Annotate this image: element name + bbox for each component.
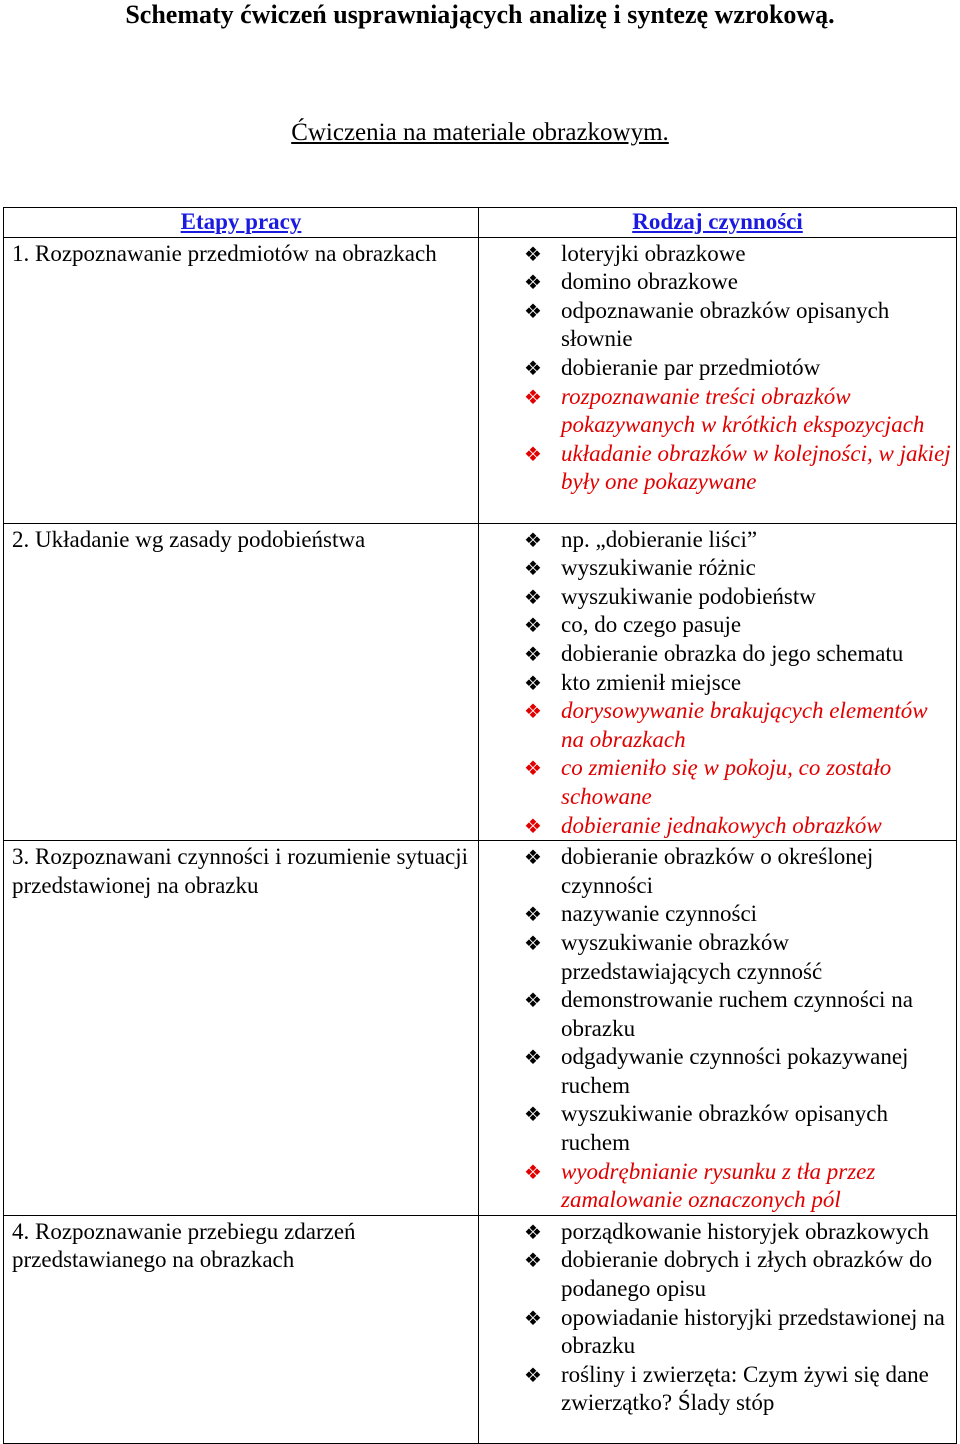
- list-item: [479, 900, 952, 929]
- header-stages: Etapy pracy: [4, 208, 479, 238]
- list-item: [479, 754, 952, 811]
- stage-cell: [4, 841, 479, 1216]
- activity-text: porządkowanie historyjek obrazkowych: [561, 1218, 929, 1244]
- activity-text: rozpoznawanie treści obrazków pokazywanych w krótkich ekspozycjach: [561, 383, 925, 438]
- list-item: [479, 268, 952, 297]
- list-item: [479, 1246, 952, 1303]
- activity-text: co, do czego pasuje: [561, 612, 742, 638]
- list-item: [479, 383, 952, 440]
- table-header-row: [4, 208, 957, 238]
- diamond-bullet-icon: ❖: [524, 355, 542, 380]
- stage-label: 1. Rozpoznawanie przedmiotów na obrazkach: [12, 240, 437, 266]
- diamond-bullet-icon: ❖: [524, 613, 542, 638]
- activities-cell: [479, 237, 957, 523]
- diamond-bullet-icon: ❖: [524, 813, 542, 838]
- list-item: [479, 1304, 952, 1361]
- diamond-bullet-icon: ❖: [524, 1305, 542, 1330]
- list-item: [479, 583, 952, 612]
- activity-text: wyszukiwanie podobieństw: [561, 583, 816, 609]
- diamond-bullet-icon: ❖: [524, 1219, 542, 1244]
- list-item: [479, 986, 952, 1043]
- activity-text: loteryjki obrazkowe: [561, 240, 746, 266]
- diamond-bullet-icon: ❖: [524, 1362, 542, 1387]
- list-item: [479, 354, 952, 383]
- diamond-bullet-icon: ❖: [524, 845, 542, 870]
- activity-text: odpoznawanie obrazków opisanych słownie: [561, 297, 890, 352]
- activity-text: opowiadanie historyjki przedstawionej na obrazku: [561, 1304, 945, 1359]
- activity-text: układanie obrazków w kolejności, w jakiej były one pokazywane: [561, 440, 951, 495]
- diamond-bullet-icon: ❖: [524, 699, 542, 724]
- list-item: [479, 240, 952, 269]
- activity-text: np. „dobieranie liści”: [561, 526, 758, 552]
- page-subtitle: Ćwiczenia na materiale obrazkowym.: [291, 119, 669, 146]
- stage-cell: [4, 237, 479, 523]
- activity-text: dobieranie obrazków o określonej czynności: [561, 844, 874, 898]
- table-row: [4, 237, 957, 523]
- diamond-bullet-icon: ❖: [524, 930, 542, 955]
- list-item: [479, 554, 952, 583]
- activity-text: dobieranie par przedmiotów: [561, 354, 821, 380]
- list-item: [479, 297, 952, 354]
- list-item: [479, 611, 952, 640]
- list-item: [479, 640, 952, 669]
- activity-text: rośliny i zwierzęta: Czym żywi się dane zwierzątko? Ślady stóp: [561, 1361, 929, 1416]
- diamond-bullet-icon: ❖: [524, 902, 542, 927]
- activity-text: dobieranie obrazka do jego schematu: [561, 640, 904, 666]
- activity-text: dobieranie dobrych i złych obrazków do podanego opisu: [561, 1247, 933, 1302]
- activity-text: co zmieniło się w pokoju, co zostało schowane: [561, 755, 892, 809]
- activity-text: wyszukiwanie różnic: [561, 555, 756, 581]
- table-row: [4, 841, 957, 1216]
- activity-list: [479, 841, 956, 1215]
- activity-text: dobieranie jednakowych obrazków: [561, 812, 882, 838]
- activity-text: wyodrębnianie rysunku z tła przez zamalowanie oznaczonych pól: [561, 1158, 876, 1213]
- diamond-bullet-icon: ❖: [524, 298, 542, 323]
- diamond-bullet-icon: ❖: [524, 1159, 542, 1184]
- activities-cell: [479, 1215, 957, 1443]
- diamond-bullet-icon: ❖: [524, 527, 542, 552]
- table-row: [4, 523, 957, 841]
- list-item: [479, 1218, 952, 1247]
- diamond-bullet-icon: ❖: [524, 670, 542, 695]
- list-item: [479, 1100, 952, 1157]
- activity-text: demonstrowanie ruchem czynności na obrazku: [561, 987, 913, 1041]
- activity-list: [479, 238, 956, 497]
- diamond-bullet-icon: ❖: [524, 988, 542, 1013]
- activity-list: [479, 1216, 956, 1418]
- activities-cell: [479, 523, 957, 841]
- table-row: [4, 1215, 957, 1443]
- activity-text: wyszukiwanie obrazków przedstawiających czynność: [561, 929, 823, 984]
- diamond-bullet-icon: ❖: [524, 556, 542, 581]
- diamond-bullet-icon: ❖: [524, 584, 542, 609]
- diamond-bullet-icon: ❖: [524, 270, 542, 295]
- diamond-bullet-icon: ❖: [524, 1248, 542, 1273]
- header-activities: Rodzaj czynności: [479, 208, 957, 238]
- diamond-bullet-icon: ❖: [524, 1045, 542, 1070]
- activity-text: nazywanie czynności: [561, 901, 758, 927]
- list-item: [479, 812, 952, 841]
- list-item: [479, 526, 952, 555]
- activity-list: [479, 524, 956, 841]
- diamond-bullet-icon: ❖: [524, 241, 542, 266]
- list-item: [479, 843, 952, 900]
- diamond-bullet-icon: ❖: [524, 756, 542, 781]
- diamond-bullet-icon: ❖: [524, 1102, 542, 1127]
- activities-cell: [479, 841, 957, 1216]
- diamond-bullet-icon: ❖: [524, 641, 542, 666]
- stage-label: 4. Rozpoznawanie przebiegu zdarzeń przedstawianego na obrazkach: [12, 1218, 356, 1273]
- exercise-table: [3, 207, 957, 1444]
- diamond-bullet-icon: ❖: [524, 441, 542, 466]
- activity-text: wyszukiwanie obrazków opisanych ruchem: [561, 1101, 889, 1156]
- list-item: [479, 697, 952, 754]
- stage-label: 2. Układanie wg zasady podobieństwa: [12, 526, 366, 552]
- stage-cell: [4, 1215, 479, 1443]
- diamond-bullet-icon: ❖: [524, 384, 542, 409]
- list-item: [479, 1043, 952, 1100]
- list-item: [479, 1158, 952, 1215]
- list-item: [479, 1361, 952, 1418]
- list-item: [479, 440, 952, 497]
- stage-cell: [4, 523, 479, 841]
- page-title: Schematy ćwiczeń usprawniających analizę i syntezę wzrokową.: [125, 0, 835, 29]
- list-item: [479, 669, 952, 698]
- activity-text: odgadywanie czynności pokazywanej ruchem: [561, 1044, 909, 1098]
- activity-text: kto zmienił miejsce: [561, 669, 742, 695]
- stage-label: 3. Rozpoznawani czynności i rozumienie sytuacji przedstawionej na obrazku: [12, 844, 469, 898]
- activity-text: domino obrazkowe: [561, 269, 738, 295]
- list-item: [479, 929, 952, 986]
- activity-text: dorysowywanie brakujących elementów na obrazkach: [561, 698, 928, 752]
